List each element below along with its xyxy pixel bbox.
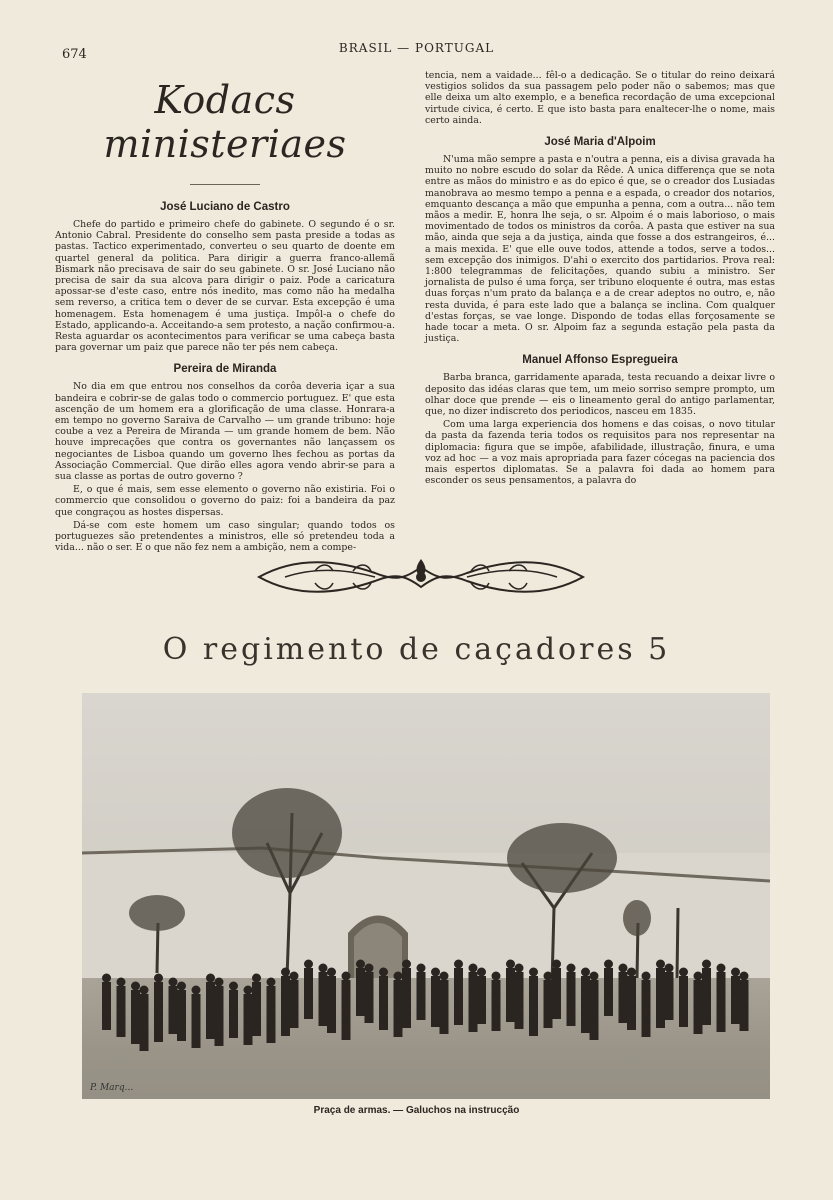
soldier-head (327, 968, 336, 977)
soldier-figure (619, 972, 628, 1023)
soldier-figure (679, 976, 688, 1027)
soldier-figure (304, 968, 313, 1019)
soldier-figure (169, 986, 178, 1034)
soldier-head (192, 986, 201, 995)
soldier-head (581, 968, 590, 977)
soldier-figure (544, 980, 553, 1028)
soldier-figure (215, 986, 224, 1046)
page-number: 674 (62, 47, 87, 62)
soldier-head (567, 964, 576, 973)
soldier-figure (356, 968, 365, 1016)
soldier-figure (515, 972, 524, 1029)
soldier-head (702, 960, 711, 969)
soldier-head (431, 968, 440, 977)
section-text-miranda-3: Dá-se com este homem um caso singular; quando todos os portuguezes são pretendentes a ministros, elle só pretendeu toda a vida... não o ser. E o que não fez nem a ambição, nem a compe- (55, 519, 395, 554)
article-title: Kodacs ministeriaes (103, 78, 347, 166)
soldier-head (267, 978, 276, 987)
soldier-figure (642, 980, 651, 1037)
soldier-head (229, 982, 238, 991)
soldier-head (140, 986, 149, 995)
soldier-figure (102, 982, 111, 1030)
soldier-head (740, 972, 749, 981)
soldier-head (454, 960, 463, 969)
soldier-figure (131, 990, 140, 1044)
soldier-head (319, 964, 328, 973)
section-heading-alpoim: José Maria d'Alpoim (544, 136, 656, 149)
soldier-figure (327, 976, 336, 1033)
feature-title: O regimento de caçadores 5 (162, 632, 671, 667)
soldier-figure (206, 982, 215, 1039)
soldier-figure (281, 976, 290, 1036)
section-text-alpoim: N'uma mão sempre a pasta e n'outra a penna, eis a divisa gravada ha muito no nobre escudo do solar da Rêde. A unica differença que se nota entre as mãos do ministro e as do epico é que, se o creador dos Lusiadas manobrava ao mesmo tempo a penna e a espada, o creador dos notarios, emquanto descança a mão que empunha a penna, com a outra... não tem mãos a medir. E, honra lhe seja, o sr. Alpoim é o mais laborioso, o mais movimentado de todos os ministros da corôa. A pasta que estiver na sua mão, ainda que seja a da justiça, ainda que fosse a dos estrangeiros, é... a mais mexida. E' que elle ouve todos, attende a todos, serve a todos... sem excepção dos inimigos. D'ahi o exercito dos partidarios. Prova real: 1:800 telegrammas de felicitações, quando subiu a ministro. Ser jornalista de pulso é uma força, ser tribuno eloquente é outra, mas estas duas forças n'um prato da balança e a de crear adeptos no outro, e, não resta duvida, é para este lado que a balança se inclina. Com qualquer d'estas forças, se vae longe. Dispondo de todas ellas forçosamente se hade tocar a meta. O sr. Alpoim faz a segunda estação pela pasta da justiça. (425, 154, 775, 345)
section-text-miranda-1: No dia em que entrou nos conselhos da corôa deveria içar a sua bandeira e cobrir-se de galas todo o commercio portuguez. E' que esta ascenção de um homem era a glorificação de uma classe. Honrara-a em tempo no governo Saraiva de Carvalho — um grande tribuno: hoje coube a vez a Pereira de Miranda — um grande homem de bem. Não houve imprecações que contra os governantes não lançassem os negociantes de Lisboa quando um governo lhes fechou as portas da Associação Commercial. Que dirão elles agora vendo abrir-se para a sua classe as portas de outro governo ? (55, 381, 395, 483)
soldier-head (304, 960, 313, 969)
soldier-figure (717, 972, 726, 1032)
section-text-castro: Chefe do partido e primeiro chefe do gabinete. O segundo é o sr. Antonio Cabral. Presidente do conselho sem pasta preside a todas as pastas. Tactico experimentado, converteu o seu quarto de doente em quartel general da politica. Para dirigir a guerra franco-allemã Bismark não precisava de sair do seu gabinete. O sr. José Luciano não precisa de sair da sua alcova para dirigir o paiz. Pode a caricatura apossar-se d'este caso, entre nós inedito, mas como não ha medalha sem reverso, a critica tem o dever de se curvar. Esta excepção é uma homenagem. Esta homenagem é uma justiça. Impôl-a o chefe do Estado, applicando-a. Acceitando-a sem protesto, a nação confirmou-a. Resta aguardar os acontecimentos para verificar se uma cabeça basta para governar um paiz que parece não ter pés nem cabeça. (55, 219, 395, 354)
running-header: BRASIL — PORTUGAL (338, 41, 495, 55)
soldier-figure (192, 994, 201, 1048)
soldier-figure (627, 976, 636, 1030)
soldier-figure (567, 972, 576, 1026)
soldier-figure (440, 980, 449, 1034)
section-heading-miranda: Pereira de Miranda (173, 363, 277, 376)
photo-caption: Praça de armas. — Galuchos na instrucção (313, 1105, 520, 1116)
soldier-head (177, 982, 186, 991)
soldier-figure (552, 968, 561, 1019)
soldier-figure (740, 980, 749, 1031)
soldier-head (365, 964, 374, 973)
soldier-figure (431, 976, 440, 1027)
soldier-figure (394, 980, 403, 1037)
soldier-head (206, 974, 215, 983)
soldier-head (515, 964, 524, 973)
soldier-figure (694, 980, 703, 1034)
soldier-figure (267, 986, 276, 1043)
soldier-head (665, 964, 674, 973)
soldier-head (627, 968, 636, 977)
soldier-head (252, 974, 261, 983)
soldier-head (440, 972, 449, 981)
soldier-figure (731, 976, 740, 1024)
soldier-figure (229, 990, 238, 1038)
soldier-head (394, 972, 403, 981)
soldier-figure (290, 980, 299, 1028)
section-text-espregueira-1: Barba branca, garridamente aparada, testa recuando a deixar livre o deposito das idéas claras que tem, um meio sorriso sempre prompto, um olhar doce que prende — eis o lineamento geral do antigo parlamentar, que, no dizer indiscreto dos periodicos, nasceu em 1835. (425, 372, 775, 418)
section-heading-castro: José Luciano de Castro (160, 201, 290, 213)
soldier-figure (477, 976, 486, 1024)
soldier-figure (365, 972, 374, 1023)
soldier-head (717, 964, 726, 973)
parade-ground-image (82, 693, 770, 1099)
soldier-figure (140, 994, 149, 1051)
soldier-figure (590, 980, 599, 1040)
soldier-figure (154, 982, 163, 1042)
soldier-head (656, 960, 665, 969)
soldier-figure (469, 972, 478, 1032)
soldier-head (131, 982, 140, 991)
soldier-head (544, 972, 553, 981)
soldier-head (477, 968, 486, 977)
section-text-espregueira-2: Com uma larga experiencia dos homens e das coisas, o novo titular da pasta da fazenda teria todos os requisitos para nos representar na diplomacia: figura que se impõe, afabilidade, illustração, finura, e uma voz ad hoc — a voz mais apropriada para fazer cócegas na paciencia dos mais espertos diplomatas. Se a palavra foi dada ao homem para esconder os seus pensamentos, a palavra do (425, 419, 775, 487)
soldier-figure (702, 968, 711, 1025)
soldier-figure (417, 972, 426, 1020)
soldier-head (244, 986, 253, 995)
decorative-ornament-icon (255, 553, 587, 601)
soldier-figure (252, 982, 261, 1036)
soldier-figure (604, 968, 613, 1016)
soldier-head (342, 972, 351, 981)
soldier-figure (319, 972, 328, 1026)
soldier-head (731, 968, 740, 977)
soldier-head (215, 978, 224, 987)
section-text-miranda-continued: tencia, nem a vaidade... fêl-o a dedicação. Se o titular do reino deixará vestigios solidos da sua passagem pelo poder não o sabemos; mas que elle deixa um alto exemplo, e a benefica recordação de uma excepcional virtude civica, é certo. E que isto basta para enaltecer-lhe o nome, mais certo ainda. (425, 70, 775, 126)
soldier-head (356, 960, 365, 969)
soldier-figure (529, 976, 538, 1036)
soldier-figure (402, 968, 411, 1028)
section-heading-espregueira: Manuel Affonso Espregueira (522, 354, 678, 367)
soldier-head (102, 974, 111, 983)
soldier-head (619, 964, 628, 973)
soldier-head (694, 972, 703, 981)
title-divider (190, 184, 260, 185)
soldier-figure (379, 976, 388, 1030)
soldier-head (169, 978, 178, 987)
soldier-head (492, 972, 501, 981)
regiment-photo (82, 693, 770, 1099)
soldier-figure (342, 980, 351, 1040)
section-text-miranda-2: E, o que é mais, sem esse elemento o governo não existiria. Foi o commercio que consolidou o governo do paiz: foi a bandeira da paz que congraçou as hostes dispersas. (55, 484, 395, 518)
soldier-head (469, 964, 478, 973)
soldier-head (590, 972, 599, 981)
soldier-figure (581, 976, 590, 1033)
soldier-figure (454, 968, 463, 1025)
soldier-head (552, 960, 561, 969)
soldier-head (604, 960, 613, 969)
soldier-head (506, 960, 515, 969)
right-column (425, 70, 775, 489)
soldier-figure (117, 986, 126, 1037)
soldier-head (529, 968, 538, 977)
soldier-head (281, 968, 290, 977)
soldier-figure (506, 968, 515, 1022)
soldier-head (679, 968, 688, 977)
soldier-head (642, 972, 651, 981)
soldier-head (154, 974, 163, 983)
photographer-signature: P. Marq... (90, 1083, 134, 1093)
soldier-head (417, 964, 426, 973)
left-column (55, 68, 395, 555)
soldier-figure (492, 980, 501, 1031)
soldier-figure (665, 972, 674, 1020)
soldier-figure (177, 990, 186, 1041)
soldier-head (117, 978, 126, 987)
soldier-head (290, 972, 299, 981)
soldier-figure (656, 968, 665, 1028)
soldier-head (379, 968, 388, 977)
soldier-head (402, 960, 411, 969)
soldier-figure (244, 994, 253, 1045)
